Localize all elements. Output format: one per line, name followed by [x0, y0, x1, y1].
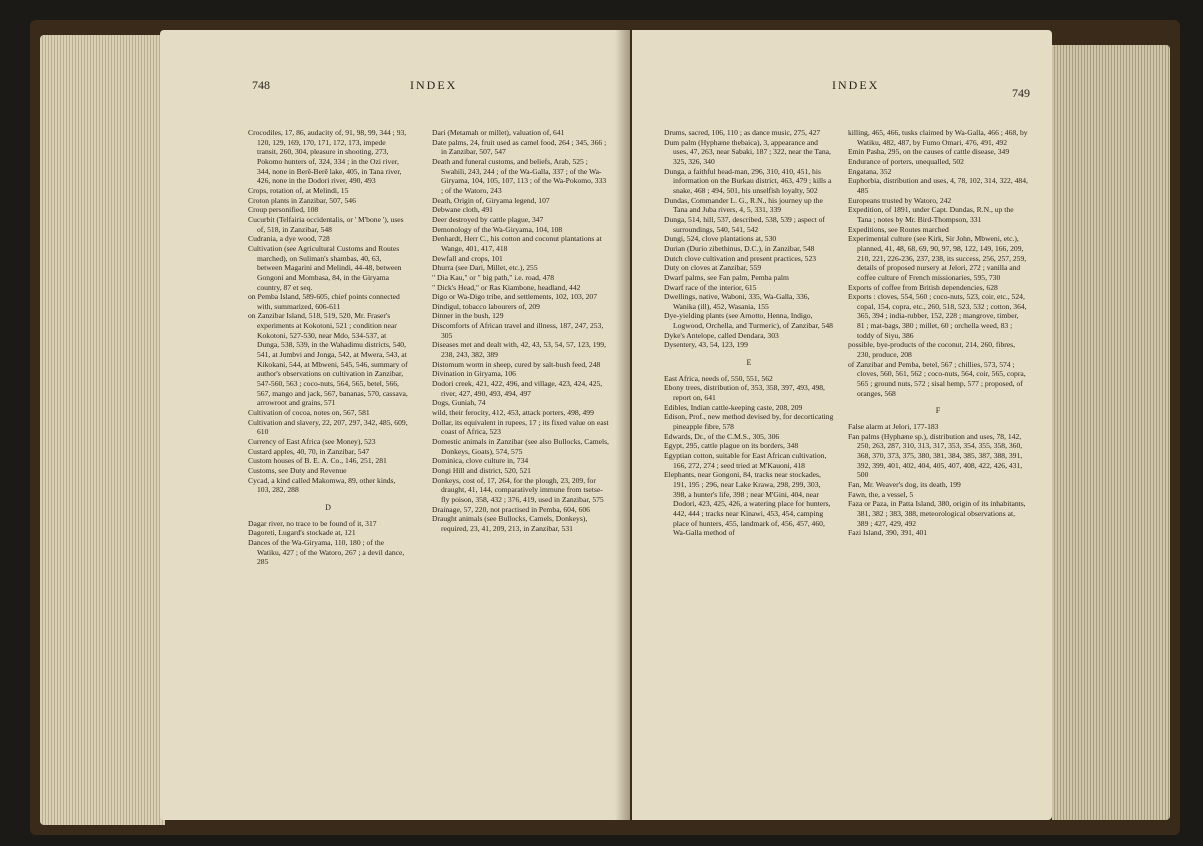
index-entry: Endurance of porters, unequalled, 502: [848, 156, 964, 166]
index-entry: Edibles, Indian cattle-keeping caste, 208, 209: [664, 402, 803, 412]
index-entry: Dominica, clove culture in, 734: [432, 456, 529, 466]
index-entry: Currency of East Africa (see Money), 523: [248, 437, 376, 446]
index-entry: wild, their ferocity, 412, 453, attack porters, 498, 499: [432, 408, 594, 418]
index-entry: Drums, sacred, 106, 110 ; as dance music, 275, 427: [664, 128, 821, 137]
index-entry: Fazi Island, 390, 391, 401: [848, 528, 928, 538]
index-entry: Emin Pasha, 295, on the causes of cattle disease, 349: [848, 147, 1010, 157]
index-entry: Edison, Prof., new method devised by, for decorticating pineapple fibre, 578: [664, 412, 834, 432]
index-entry: possible, bye-products of the coconut, 214, 260, fibres, 230, produce, 208: [848, 340, 1016, 360]
index-entry: Dindigul, tobacco labourers of, 209: [432, 301, 540, 311]
index-entry: killing, 465, 466, tusks claimed by Wa-Galla, 466 ; 468, by Watiku, 482, 487, by Fumo Omari, 476, 491, 492: [848, 128, 1028, 147]
index-entry: Fan, Mr. Weaver's dog, its death, 199: [848, 479, 961, 489]
index-entry: Donkeys, cost of, 17, 264, for the plough, 23, 209, for draught, 41, 144, comparatively immune from tsetse-fly poison, 358, 432 ; 376, 419, used in Zanzibar, 575: [432, 475, 604, 504]
index-entry: Euphorbia, distribution and uses, 4, 78, 102, 314, 322, 484, 485: [848, 176, 1028, 195]
index-entry: Dunga, 514, hill, 537, described, 538, 539 ; aspect of surroundings, 540, 541, 542: [664, 214, 825, 234]
index-entry: Egyptian cotton, suitable for East African cultivation, 166, 272, 274 ; seed tried at M'Kauoni, 418: [664, 451, 827, 470]
index-entry: Draught animals (see Bullocks, Camels, Donkeys), required, 23, 41, 209, 213, in Zanzibar, 531: [432, 514, 588, 533]
index-entry: Exports of coffee from British dependencies, 628: [848, 282, 998, 292]
index-entry: Elephants, near Gongoni, 84, tracks near stockades, 191, 195 ; 296, near Lake Krawa, 298, 299, 303, 398, a hunter's life, 398 ; near M'Gini, 404, near Dodori, 423, 425, 426, a watering place for hunters, 442, 444 ; tracks near Kinawi, 453, 454, camping place of hunters, 455, landmark of, 456, 457, 460, Wa-Galla method of: [664, 470, 831, 538]
index-entry: on Pemba Island, 589-605, chief points connected with, summarized, 606-611: [248, 292, 400, 311]
index-entry: Croup personified, 108: [248, 205, 319, 215]
index-entry: Cycad, a kind called Makomwa, 89, other kinds, 103, 282, 288: [248, 475, 396, 495]
index-entry: Crocodiles, 17, 86, audacity of, 91, 98, 99, 344 ; 93, 120, 129, 169, 170, 171, 172, 173, impede transit, 260, 304, pleasure in shooting, 273, Pokomo hunters of, 324, 334 ; in the Ozi river, 344, none in Berê-Berê lake, 405, in Tana river, 426, none in the Dodori river, 490, 493: [248, 128, 407, 186]
index-entry: False alarm at Jelori, 177-183: [848, 422, 939, 432]
index-entry: Dwarf race of the interior, 615: [664, 282, 757, 292]
index-entry: Divination in Giryama, 106: [432, 369, 516, 379]
index-entry: Drainage, 57, 220, not practised in Pemba, 604, 606: [432, 504, 590, 514]
index-entry: Dhurra (see Dari, Millet, etc.), 255: [432, 263, 538, 273]
index-entry: Death and funeral customs, and beliefs, Arab, 525 ; Swahili, 243, 244 ; of the Wa-Galla, 337 ; of the Wa-Giryama, 104, 105, 107, 113 ; of the Wa-Pokomo, 333 ; of the Watoro, 243: [432, 156, 607, 195]
index-entry: Dagar river, no trace to be found of it, 317: [248, 518, 377, 528]
index-entry: Engatana, 352: [848, 166, 892, 176]
index-entry: Faza or Paza, in Patta Island, 380, origin of its inhabitants, 381, 382 ; 383, 388, meteorological observations at, 389 ; 427, 429, 492: [848, 499, 1026, 528]
index-entry: Dysentery, 43, 54, 123, 199: [664, 340, 748, 350]
index-entry: Dewfall and crops, 101: [432, 253, 503, 263]
index-entry: Date palms, 24, fruit used as camel food, 264 ; 345, 366 ; in Zanzibar, 507, 547: [432, 137, 607, 157]
index-column-1: [248, 128, 408, 567]
right-page: [632, 30, 1052, 820]
page-number: 748: [252, 78, 270, 92]
index-entry: Dwellings, native, Waboni, 335, Wa-Galla, 336, Wanika (ill), 452, Wasania, 155: [664, 292, 810, 311]
index-entry: Exports : cloves, 554, 560 ; coco-nuts, 523, coir, etc., 524, copal, 154, copra, etc., 260, 518, 523, 532 ; cotton, 364, 365, 394 ; india-rubber, 152, 228 ; mangrove, timber, 81 ; mat-bags, 380 ; millet, 60 ; orchella weed, 83 ; toddy of Siyu, 386: [848, 292, 1027, 340]
index-entry: Customs, see Duty and Revenue: [248, 465, 347, 475]
index-entry: Fawn, the, a vessel, 5: [848, 489, 914, 499]
index-entry: Expeditions, see Routes marched: [848, 224, 949, 234]
left-page: [160, 30, 630, 820]
index-entry: Demonology of the Wa-Giryama, 104, 108: [432, 224, 563, 234]
index-entry: Dyke's Antelope, called Dendara, 303: [664, 330, 779, 340]
index-entry: Diseases met and dealt with, 42, 43, 53, 54, 57, 123, 199, 238, 243, 382, 389: [432, 340, 606, 360]
index-entry: Custard apples, 40, 70, in Zanzibar, 547: [248, 446, 370, 456]
index-entry: " Dia Kau," or " big path," i.e. road, 478: [432, 272, 555, 282]
index-entry: Crops, rotation of, at Melindi, 15: [248, 185, 349, 195]
index-entry: Digo or Wa-Digo tribe, and settlements, 102, 103, 207: [432, 292, 598, 302]
index-entry: Debwane cloth, 491: [432, 205, 493, 215]
index-entry: Discomforts of African travel and illness, 187, 247, 253, 305: [432, 321, 604, 340]
index-entry: Fan palms (Hyphæne sp.), distribution and uses, 78, 142, 250, 263, 287, 310, 313, 317, 353, 354, 355, 358, 360, 368, 370, 373, 375, 380, 381, 384, 385, 387, 388, 391, 392, 399, 401, 402, 404, 405, 407, 408, 422, 426, 431, 500: [848, 431, 1023, 480]
index-entry: Dongi Hill and district, 520, 521: [432, 465, 531, 475]
index-entry: of Zanzibar and Pemba, betel, 567 ; chillies, 573, 574 ; cloves, 560, 561, 562 ; coco-nuts, 564, coir, 565, copra, 565 ; ground nuts, 572 ; sisal hemp, 577 ; proposed, of oranges, 568: [848, 359, 1026, 398]
index-entry: Croton plants in Zanzibar, 507, 546: [248, 195, 356, 205]
left-page-stack: [40, 35, 165, 825]
index-entry: " Dick's Head," or Ras Kiambone, headland, 442: [432, 282, 581, 292]
index-entry: on Zanzibar Island, 518, 519, 520, Mr. Fraser's experiments at Kokotoni, 521 ; condition near Kokotoni, 527-530, near Mdo, 534-537, at Dunga, 538, 539, in the Wahadimu districts, 540, 541, at Jumbvi and Jonga, 542, at Mwera, 543, at Kikokani, 544, at Mbweni, 545, 546, summary of author's observations on cultivation in Zanzibar, 547-560, 563 ; coco-nuts, 564, 565, betel, 566, 567, mango and jack, 567, bananas, 570, cassava, arrowroot and grains, 571: [248, 311, 408, 408]
page-number: 749: [1012, 86, 1030, 100]
index-entry: Distomum worm in sheep, cured by salt-bush feed, 248: [432, 359, 601, 369]
index-entry: Dunga, a faithful head-man, 296, 310, 410, 451, his information on the Burkau district, 463, 479 ; kills a snake, 468 ; 494, 501, his unselfish loyalty, 502: [664, 166, 832, 195]
index-entry: Europeans trusted by Watoro, 242: [848, 195, 952, 205]
index-entry: Deer destroyed by cattle plague, 347: [432, 214, 544, 224]
index-entry: Cudrania, a dye wood, 728: [248, 234, 330, 244]
index-entry: Dundas, Commander L. G., R.N., his journey up the Tana and Juba rivers, 4, 5, 331, 339: [664, 195, 823, 215]
index-entry: Dye-yielding plants (see Arnotto, Henna, Indigo, Logwood, Orchella, and Turmeric), of Zanzibar, 548: [664, 311, 833, 331]
index-entry: Expedition, of 1891, under Capt. Dundas, R.N., up the Tana ; notes by Mr. Bird-Thompson, 331: [848, 205, 1014, 224]
index-entry: Custom houses of B. E. A. Co., 146, 251, 281: [248, 456, 387, 466]
index-entry: Cultivation and slavery, 22, 207, 297, 342, 485, 609, 610: [248, 417, 408, 437]
index-entry: Cultivation of cocoa, notes on, 567, 581: [248, 408, 370, 418]
index-entry: Durian (Durio zibethinus, D.C.), in Zanzibar, 548: [664, 243, 815, 253]
index-entry: Dwarf palms, see Fan palm, Pemba palm: [664, 272, 789, 282]
index-entry: Dagoreti, Lugard's stockade at, 121: [248, 528, 356, 538]
index-entry: Dungi, 524, clove plantations at, 530: [664, 234, 777, 244]
index-entry: Dinner in the bush, 129: [432, 311, 504, 321]
index-entry: East Africa, needs of, 550, 551, 562: [664, 373, 773, 383]
index-entry: Duty on cloves at Zanzibar, 559: [664, 263, 762, 273]
index-entry: Dodori creek, 421, 422, 496, and village, 423, 424, 425, river, 427, 490, 493, 494, 497: [432, 379, 603, 398]
index-entry: Edwards, Dr., of the C.M.S., 305, 306: [664, 431, 780, 441]
index-column-2: [848, 128, 1028, 538]
index-entry: Dutch clove cultivation and present practices, 523: [664, 253, 817, 263]
index-entry: Domestic animals in Zanzibar (see also Bullocks, Camels, Donkeys, Goats), 574, 575: [432, 437, 609, 456]
index-entry: Dari (Metamah or millet), valuation of, 641: [432, 128, 565, 137]
section-letter-d: D: [325, 502, 331, 512]
section-letter-e: E: [746, 358, 752, 368]
index-entry: Dances of the Wa-Giryama, 110, 180 ; of the Watiku, 427 ; of the Watoro, 267 ; a devil dance, 285: [248, 537, 405, 567]
index-entry: Egypt, 295, cattle plague on its borders, 348: [664, 441, 799, 451]
index-entry: Death, Origin of, Giryama legend, 107: [432, 195, 550, 205]
right-page-stack: [1052, 45, 1170, 820]
running-header: INDEX: [832, 78, 880, 92]
index-entry: Dum palm (Hyphæne thebaica), 3, appearance and uses, 47, 263, near Sabaki, 187 ; 322, near the Tana, 325, 326, 340: [664, 137, 831, 166]
index-column-1: [664, 128, 834, 538]
index-entry: Cucurbit (Telfairia occidentalis, or ' M'bone '), uses of, 518, in Zanzibar, 548: [248, 214, 404, 234]
section-letter-f: F: [935, 406, 941, 416]
index-entry: Denhardt, Herr C., his cotton and coconut plantations at Wange, 401, 417, 418: [432, 234, 602, 253]
index-entry: Experimental culture (see Kirk, Sir John, Mbweni, etc.), planned, 41, 48, 68, 69, 90, 97, 98, 122, 149, 166, 209, 210, 221, 226-236, 237, 238, its success, 256, 257, 259, details of proposed nursery at Jelori, 272 ; vanilla and coffee culture of French missionaries, 595, 730: [848, 234, 1027, 282]
running-header: INDEX: [410, 78, 458, 92]
index-entry: Cultivation (see Agricultural Customs and Routes marched), on Suliman's shambas, 40, 63, between Magarini and Melindi, 44-48, between Gongoni and Mombasa, 84, in the Giryama country, 87 et seq.: [248, 243, 402, 292]
index-entry: Ebony trees, distribution of, 353, 358, 397, 493, 498, report on, 641: [664, 383, 825, 403]
index-entry: Dollar, its equivalent in rupees, 17 ; its fixed value on east coast of Africa, 523: [432, 417, 609, 437]
index-column-2: [432, 128, 610, 534]
index-entry: Dogs, Guniah, 74: [432, 398, 486, 408]
